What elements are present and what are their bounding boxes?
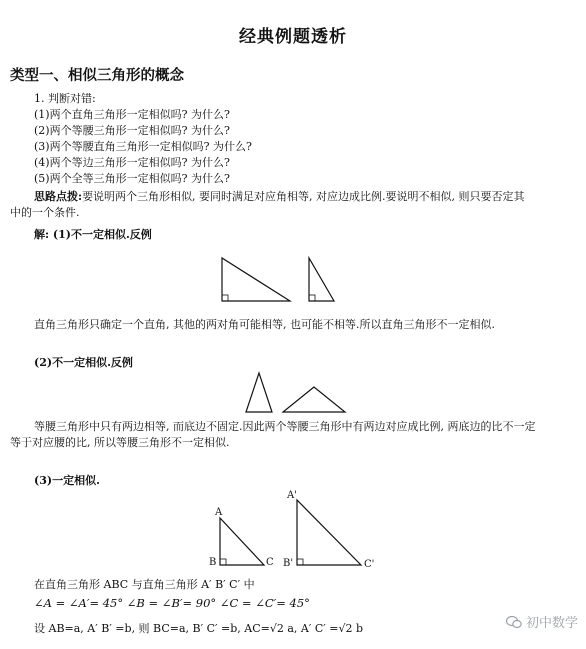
- wechat-icon: [506, 615, 522, 629]
- watermark-text: 初中数学: [525, 616, 578, 631]
- watermark: [506, 612, 578, 631]
- question-item-5: (5)两个全等三角形一定相似吗? 为什么?: [34, 172, 230, 185]
- triangle-abc-prime: [297, 500, 361, 565]
- hint-label: 思路点拨:: [34, 190, 83, 203]
- solution-part1-text: 直角三角形只确定一个直角, 其他的两对角可能相等, 也可能不相等.所以直角三角形不一定相似.: [34, 318, 495, 331]
- right-angle-mark-abc-prime: [297, 559, 303, 565]
- question-item-2: (2)两个等腰三角形一定相似吗? 为什么?: [34, 124, 230, 137]
- label-a-prime: A': [287, 490, 297, 501]
- solution-part3-line-3: 设 AB=a, A′ B′ =b, 则 BC=a, B′ C′ =b, AC=√2 a, A′ C′ =√2 b: [34, 622, 364, 635]
- solution-part2-line-2: 等于对应腰的比, 所以等腰三角形不一定相似.: [10, 436, 230, 449]
- solution-part3-equation: ∠A = ∠A′= 45° ∠B = ∠B′= 90° ∠C = ∠C′= 45°: [34, 596, 310, 610]
- solution-part3-heading: (3)一定相似.: [34, 474, 100, 487]
- question-item-1: (1)两个直角三角形一定相似吗? 为什么?: [34, 108, 230, 121]
- hint-line-2: 中的一个条件.: [10, 206, 80, 219]
- solution-part1-heading: 解: (1)不一定相似.反例: [34, 228, 152, 241]
- label-c-prime: C': [364, 559, 375, 570]
- question-intro: 1. 判断对错:: [34, 92, 96, 105]
- solution-part2-line-1: 等腰三角形中只有两边相等, 而底边不固定.因此两个等腰三角形中有两边对应成比例, 两底边的比不一定: [34, 420, 536, 433]
- label-c: C: [266, 557, 274, 568]
- triangle-abc: [220, 518, 264, 565]
- page-title: 经典例题透析: [239, 27, 347, 47]
- label-a: A: [215, 507, 223, 518]
- question-item-4: (4)两个等边三角形一定相似吗? 为什么?: [34, 156, 230, 169]
- right-angle-mark-abc: [220, 559, 226, 565]
- solution-part2-heading: (2)不一定相似.反例: [34, 356, 133, 369]
- label-b: B: [209, 557, 217, 568]
- question-item-3: (3)两个等腰直角三角形一定相似吗? 为什么?: [34, 140, 252, 153]
- label-b-prime: B': [283, 558, 294, 569]
- solution-part3-line-1: 在直角三角形 ABC 与直角三角形 A′ B′ C′ 中: [34, 578, 255, 591]
- section-heading: 类型一、相似三角形的概念: [10, 68, 184, 84]
- hint-text: 要说明两个三角形相似, 要同时满足对应角相等, 对应边成比例.要说明不相似, 则只要否定其: [82, 190, 525, 203]
